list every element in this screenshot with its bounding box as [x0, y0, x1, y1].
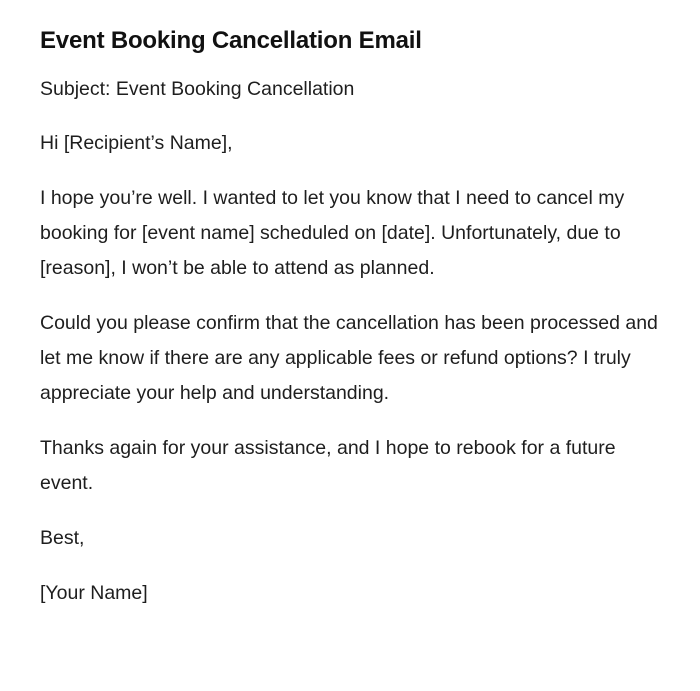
- email-body-paragraph-thanks: Thanks again for your assistance, and I hope to rebook for a future event.: [40, 437, 616, 494]
- document-title: Event Booking Cancellation Email: [40, 27, 422, 54]
- email-body-paragraph-intro: I hope you’re well. I wanted to let you know that I need to cancel my booking for [event name] scheduled on [date]. Unfortunately, due to [reason], I won’t be able to attend as planned.: [40, 187, 625, 279]
- email-closing: Best,: [40, 527, 85, 549]
- email-subject-line: Subject: Event Booking Cancellation: [40, 78, 355, 100]
- email-body-paragraph-request: Could you please confirm that the cancellation has been processed and let me know if there are any applicable fees or refund options? I truly appreciate your help and understanding.: [40, 312, 658, 404]
- email-greeting: Hi [Recipient’s Name],: [40, 132, 233, 154]
- email-signature: [Your Name]: [40, 582, 148, 604]
- email-template-document: [40, 24, 660, 631]
